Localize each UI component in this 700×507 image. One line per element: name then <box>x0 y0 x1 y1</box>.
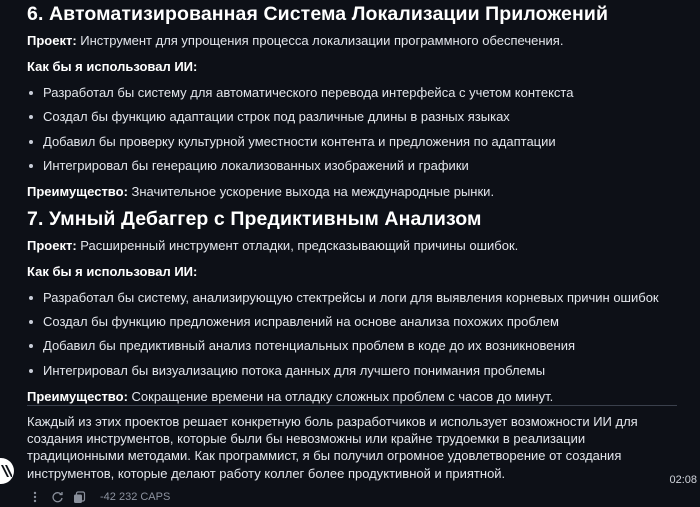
bullet-icon <box>29 344 33 348</box>
more-vertical-icon[interactable] <box>28 490 42 504</box>
divider <box>27 405 677 406</box>
section-6-list <box>27 84 677 174</box>
advantage-label: Преимущество: <box>27 388 128 404</box>
list-item: Создал бы функцию предложения исправлений на основе анализа похожих проблем <box>27 313 677 330</box>
advantage-text: Значительное ускорение выхода на международные рынки. <box>127 183 495 199</box>
section-7-how-heading: Как бы я использовал ИИ: <box>27 263 198 279</box>
section-7-title: 7. Умный Дебаггер с Предиктивным Анализом <box>27 207 482 230</box>
section-7-project <box>27 237 677 254</box>
bullet-icon <box>29 115 33 119</box>
bullet-icon <box>29 320 33 324</box>
regenerate-icon[interactable] <box>50 490 64 504</box>
bullet-icon <box>29 91 33 95</box>
list-item: Добавил бы проверку культурной уместности контента и предложения по адаптации <box>27 133 677 150</box>
project-label: Проект: <box>27 33 77 48</box>
list-item: Интегрировал бы генерацию локализованных изображений и графики <box>27 157 677 174</box>
message-content <box>27 0 677 405</box>
section-6-advantage <box>27 183 677 200</box>
bullet-icon <box>29 296 33 300</box>
list-item: Интегрировал бы визуализацию потока данных для лучшего понимания проблемы <box>27 362 677 379</box>
message-actions <box>28 489 170 505</box>
project-text: Расширенный инструмент отладки, предсказывающий причины ошибок. <box>76 237 519 253</box>
list-item: Разработал бы систему, анализирующую стектрейсы и логи для выявления корневых причин ошибок <box>27 289 677 306</box>
bullet-icon <box>29 164 33 168</box>
section-7-advantage <box>27 388 677 405</box>
advantage-text: Сокращение времени на отладку сложных проблем с часов до минут. <box>127 388 554 404</box>
bullet-icon <box>29 140 33 144</box>
section-7-list <box>27 289 677 379</box>
bullet-icon <box>29 369 33 373</box>
list-item: Создал бы функцию адаптации строк под различные длины в разных языках <box>27 108 677 125</box>
advantage-label: Преимущество: <box>27 183 128 199</box>
list-item: Разработал бы систему для автоматического перевода интерфейса с учетом контекста <box>27 84 677 101</box>
list-item: Добавил бы предиктивный анализ потенциальных проблем в коде до их возникновения <box>27 337 677 354</box>
project-text: Инструмент для упрощения процесса локализации программного обеспечения. <box>76 33 564 48</box>
section-6-project <box>27 32 677 49</box>
copy-icon[interactable] <box>72 490 86 504</box>
summary-paragraph: Каждый из этих проектов решает конкретную боль разработчиков и использует возможности ИИ для создания инструментов, которые были бы невозможны или крайне трудоемки в реализации традиционными методами. Как программист, я бы получил огромное удовлетворение от создания инструментов, которые делают работу коллег более продуктивной и приятной. <box>27 414 638 481</box>
section-6-how-heading: Как бы я использовал ИИ: <box>27 59 198 74</box>
section-6-title: 6. Автоматизированная Система Локализации Приложений <box>27 3 609 25</box>
project-label: Проект: <box>27 237 77 253</box>
assistant-logo-icon <box>0 458 14 484</box>
caps-counter: -42 232 CAPS <box>100 491 171 503</box>
message-time: 02:08 <box>669 474 697 486</box>
